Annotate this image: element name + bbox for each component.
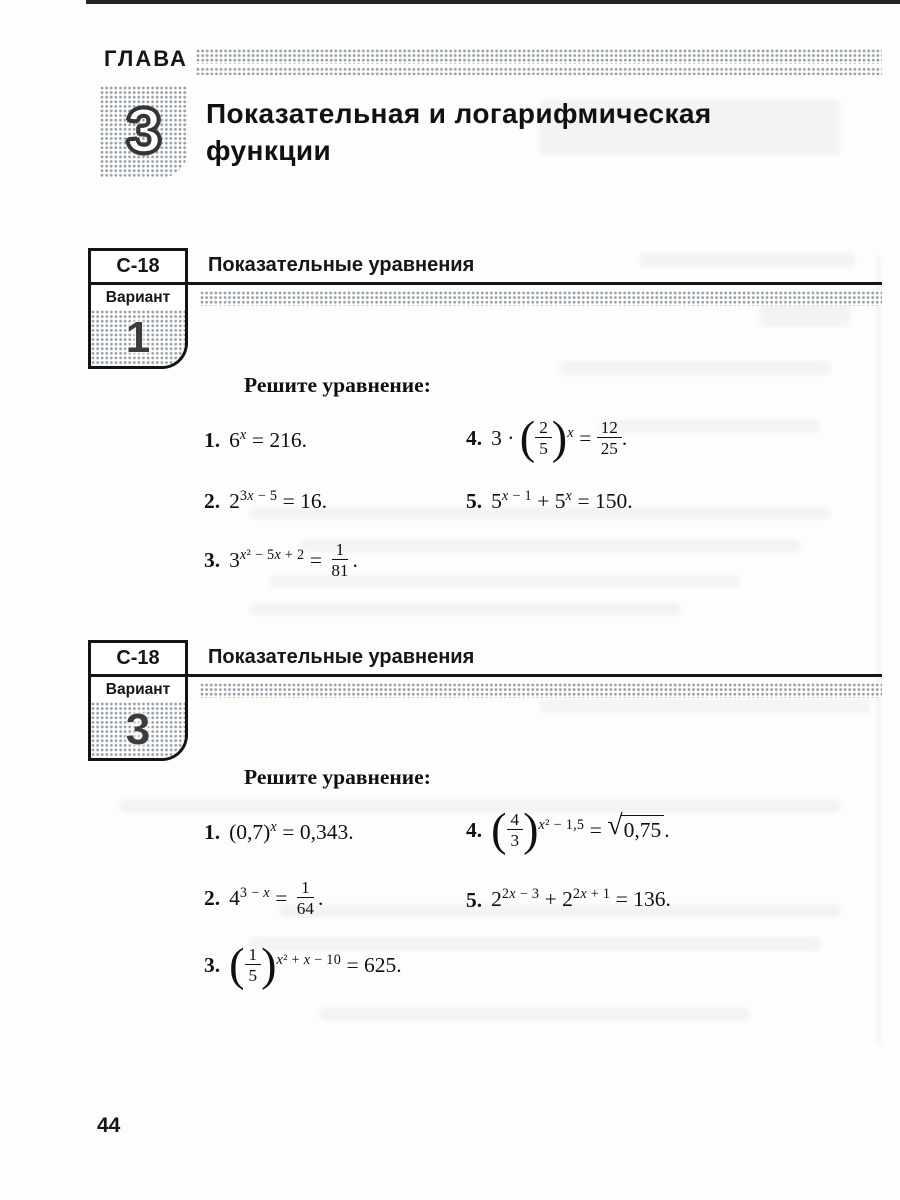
item-number: 1. <box>204 819 221 844</box>
task-prompt: Решите уравнение: <box>244 765 431 789</box>
fraction: $\frac{4}{3}$ <box>507 810 524 851</box>
section-body <box>204 373 882 582</box>
section-body <box>204 765 882 991</box>
section-subheader <box>88 677 882 761</box>
chapter-label: ГЛАВА <box>104 46 188 71</box>
section-header <box>88 640 882 677</box>
item-number: 2. <box>204 488 221 513</box>
square-root: √ 0,75 <box>607 815 664 844</box>
section-title: Показательные уравнения <box>208 253 475 276</box>
section-title: Показательные уравнения <box>208 645 475 668</box>
section-code: С-18 <box>88 248 188 282</box>
equations-grid <box>204 412 882 582</box>
bleedthrough-artifact <box>250 603 680 615</box>
page-number: 44 <box>97 1114 121 1137</box>
equation-item: 5. $2^{2x - 3} + 2^{2x + 1} = 136$. <box>466 886 671 912</box>
fraction: $\frac{1}{5}$ <box>245 945 262 986</box>
section-code: С-18 <box>88 640 188 674</box>
item-number: 4. <box>466 426 483 451</box>
item-number: 5. <box>466 887 483 912</box>
fraction: $\frac{2}{5}$ <box>535 418 552 459</box>
section-header <box>88 248 882 285</box>
right-paren: ) <box>523 804 539 856</box>
bleedthrough-artifact <box>320 1008 750 1020</box>
equation-item: 1. $6^x = 216$. <box>204 426 307 452</box>
halftone-band <box>200 291 882 306</box>
variant-number: 3 <box>125 705 151 754</box>
fraction: $\frac{1}{64}$ <box>296 877 314 918</box>
chapter-number: 3 <box>126 97 162 166</box>
equation-item: 2. $4^{3 - x}$ = $\frac{1}{64}$ . <box>204 877 324 918</box>
variant-label: Вариант <box>91 285 185 310</box>
task-prompt: Решите уравнение: <box>244 373 431 397</box>
chapter-number-box <box>100 86 188 178</box>
equation-item: 5. $5^{x - 1} + 5^x = 150$. <box>466 487 633 513</box>
variant-number-box <box>91 310 185 366</box>
item-number: 4. <box>466 818 483 843</box>
top-rule <box>86 0 900 4</box>
item-number: 2. <box>204 885 221 910</box>
worksheet-section-variant-3 <box>88 640 882 991</box>
equation-item: 4. 3 · ( $\frac{2}{5}$ )$^x$ = $\frac{12}{25}$ . <box>466 412 628 464</box>
right-paren: ) <box>551 412 568 464</box>
fraction: $\frac{12}{25}$ <box>597 418 622 459</box>
equation-item: 1. $(0,7)^x = 0,343$. <box>204 818 354 844</box>
chapter-title: Показательная и логарифмическая функции <box>206 98 712 166</box>
variant-box <box>88 285 188 369</box>
variant-number-box <box>91 702 185 758</box>
variant-label: Вариант <box>91 677 185 702</box>
left-paren: ( <box>491 804 507 856</box>
halftone-band <box>200 683 882 698</box>
item-number: 5. <box>466 488 483 513</box>
variant-number: 1 <box>125 313 151 362</box>
equation-item: 2. $2^{3x - 5} = 16$. <box>204 487 328 513</box>
item-number: 1. <box>204 427 221 452</box>
fraction: $\frac{1}{81}$ <box>331 539 349 580</box>
section-subheader <box>88 285 882 369</box>
left-paren: ( <box>229 939 245 991</box>
equation-item: 3. $3^{x^2 - 5x + 2}$ = $\frac{1}{81}$ . <box>204 539 358 580</box>
item-number: 3. <box>204 547 221 572</box>
halftone-band <box>196 49 882 75</box>
equation-item: 3. ( $\frac{1}{5}$ )$^{x^2 + x - 10}$ = 625. <box>204 939 402 991</box>
equation-item: 4. ( $\frac{4}{3}$ )$^{x^2 - 1,5}$ = √ 0,75 . <box>466 804 670 856</box>
worksheet-section-variant-1 <box>88 248 882 582</box>
equations-grid <box>204 804 882 991</box>
variant-box <box>88 677 188 761</box>
right-paren: ) <box>261 939 277 991</box>
item-number: 3. <box>204 953 221 978</box>
left-paren: ( <box>519 412 536 464</box>
